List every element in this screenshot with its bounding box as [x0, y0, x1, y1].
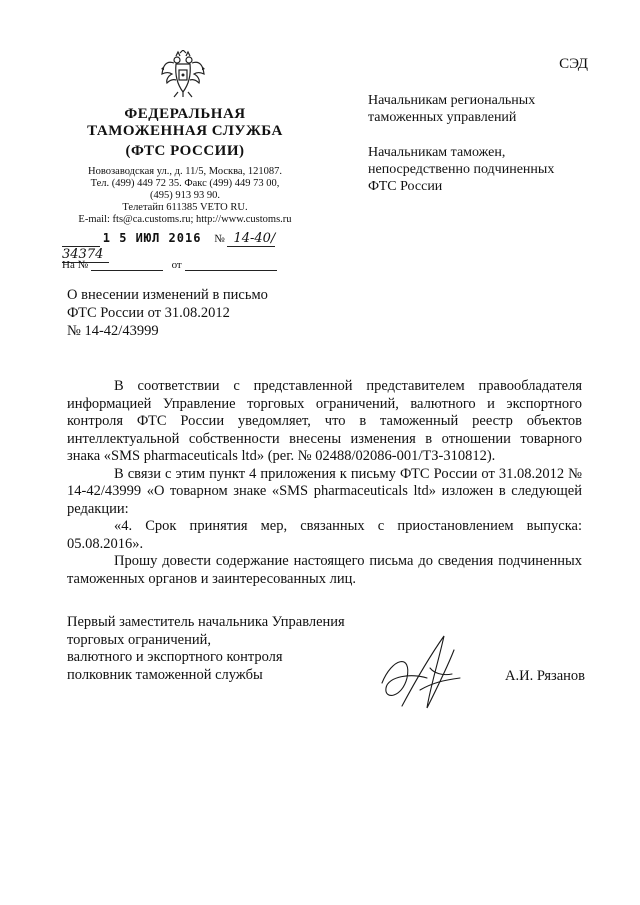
- teletype-line: Телетайп 611385 VETO RU.: [122, 202, 248, 213]
- ref-from-label: от: [171, 259, 182, 271]
- letter-subject: [67, 286, 327, 340]
- signer-title-line: Первый заместитель начальника Управления: [67, 614, 345, 630]
- address-line: Новозаводская ул., д. 11/5, Москва, 121087.: [88, 166, 282, 177]
- signer-title: [67, 614, 387, 684]
- subject-line: О внесении изменений в письмо: [67, 287, 268, 303]
- handwritten-signature: [372, 628, 472, 718]
- signer-title-line: торговых ограничений,: [67, 631, 211, 648]
- registration-date-stamp: 1 5 ИЮЛ 2016: [102, 231, 202, 245]
- registration-number: 14-40/ 34374: [62, 231, 276, 262]
- body-paragraph: В соответствии с представленной представителем правообладателя информацией Управление торговых ограничений, валютного и экспортного контроля ФТС России уведомляет, что в таможенный реестр объектов интеллектуальной собственности внесены изменения в отношении товарного знака «SMS pharmaceuticals ltd» (рег. № 02488/02086-001/ТЗ-310812).: [67, 378, 582, 464]
- org-name-line2: ТАМОЖЕННАЯ СЛУЖБА: [87, 123, 283, 139]
- ref-number-label: На №: [62, 259, 89, 271]
- org-name-line1: ФЕДЕРАЛЬНАЯ: [124, 106, 246, 122]
- addressee-line: ФТС России: [368, 179, 443, 194]
- phone-line: Тел. (499) 449 72 35. Факс (499) 449 73 00,: [90, 178, 280, 189]
- ref-number-blank: [91, 258, 163, 271]
- addressee-group-2: [368, 144, 588, 195]
- body-paragraph: Прошу довести содержание настоящего письма до сведения подчиненных таможенных органов и заинтересованных лиц.: [67, 553, 582, 587]
- addressee-group-1: [368, 92, 588, 126]
- double-headed-eagle-emblem: [160, 50, 206, 98]
- addressee-line: непосредственно подчиненных: [368, 162, 555, 177]
- subject-line: № 14-42/43999: [67, 323, 159, 339]
- org-abbrev: (ФТС РОССИИ): [125, 143, 245, 159]
- signer-name: А.И. Рязанов: [505, 668, 586, 684]
- subject-line: ФТС России от 31.08.2012: [67, 305, 230, 321]
- number-label: №: [214, 233, 225, 245]
- phone-line-2: (495) 913 93 90.: [150, 190, 220, 201]
- ref-date-blank: [185, 258, 277, 271]
- letter-body: [67, 378, 582, 588]
- email-web-line: E-mail: fts@ca.customs.ru; http://www.customs.ru: [78, 214, 292, 225]
- sed-mark: СЭД: [559, 56, 588, 72]
- addressee-line: Начальникам региональных: [368, 93, 536, 108]
- date-blank: [62, 234, 100, 247]
- reference-line: [62, 258, 322, 271]
- body-paragraph: «4. Срок принятия мер, связанных с приостановлением выпуска: 05.08.2016».: [67, 518, 582, 552]
- body-paragraph: В связи с этим пункт 4 приложения к письму ФТС России от 31.08.2012 № 14-42/43999 «О товарном знаке «SMS pharmaceuticals ltd» изложен в следующей редакции:: [67, 465, 582, 517]
- addressee-line: Начальникам таможен,: [368, 145, 506, 160]
- signer-title-line: валютного и экспортного контроля: [67, 649, 283, 665]
- signer-title-line: полковник таможенной службы: [67, 666, 263, 683]
- addressee-line: таможенных управлений: [368, 110, 517, 125]
